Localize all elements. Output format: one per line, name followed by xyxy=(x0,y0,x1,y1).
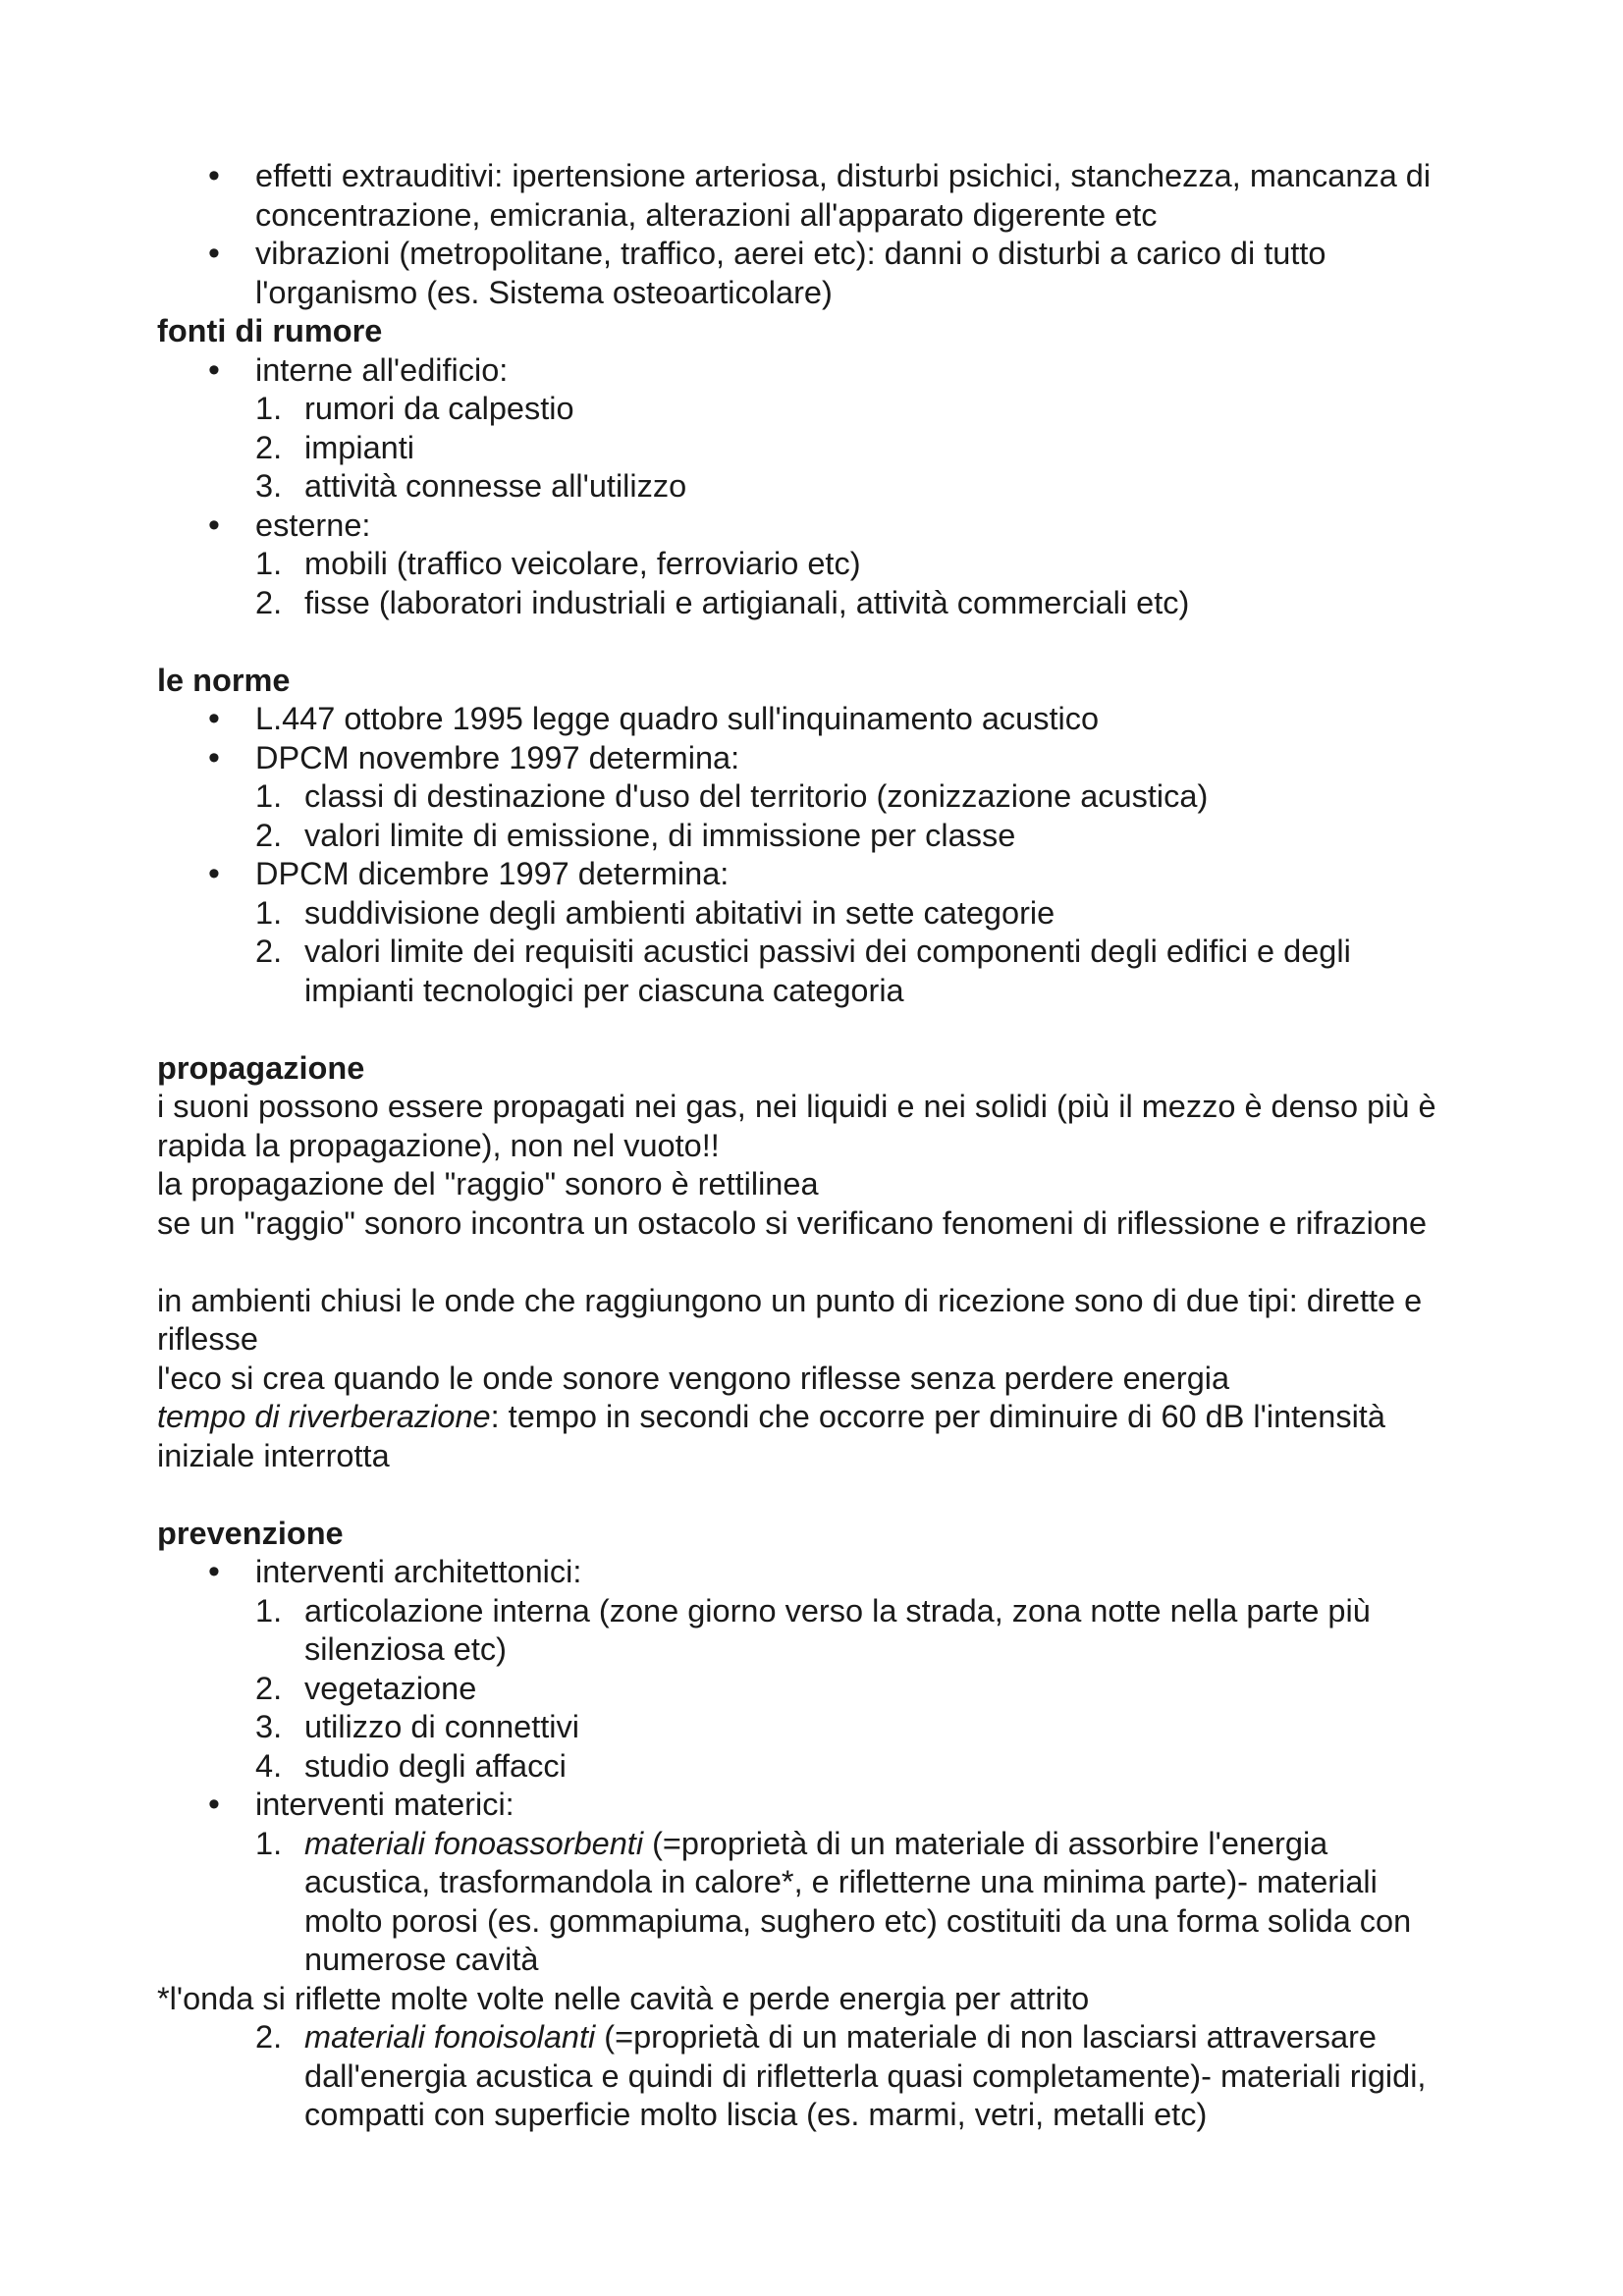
list-number: 1. xyxy=(255,778,283,814)
bullet-icon xyxy=(208,700,220,739)
text-line: valori limite dei requisiti acustici passivi dei componenti degli edifici e degli xyxy=(304,934,1351,969)
text-line: valori limite di emissione, di immissione per classe xyxy=(304,817,1016,853)
text-line: DPCM novembre 1997 determina: xyxy=(255,739,740,775)
text-line: acustica, trasformandola in calore*, e rifletterne una minima parte)- materiali xyxy=(304,1864,1378,1899)
list-number: 3. xyxy=(255,1709,283,1744)
bullet-icon xyxy=(208,855,220,894)
bullet-icon xyxy=(208,351,220,391)
text-line: numerose cavità xyxy=(304,1942,539,1977)
numbered-item xyxy=(157,1825,1512,1980)
text-line: iniziale interrotta xyxy=(157,1437,390,1473)
definition-text: (=proprietà di un materiale di assorbire l'energia xyxy=(643,1825,1328,1861)
text-line: fisse (laboratori industriali e artigianali, attività commerciali etc) xyxy=(304,584,1190,620)
numbered-item xyxy=(157,1747,1512,1787)
numbered-item xyxy=(157,777,1512,817)
bullet-item xyxy=(157,351,1512,391)
text-line xyxy=(304,2018,1512,2057)
numbered-item xyxy=(157,817,1512,856)
text-line: interventi materici: xyxy=(255,1787,514,1822)
text-line: interne all'edificio: xyxy=(255,351,509,388)
list-number: 1. xyxy=(255,391,283,426)
numbered-item xyxy=(157,1592,1512,1670)
list-number: 2. xyxy=(255,429,283,465)
bullet-item xyxy=(157,507,1512,546)
numbered-item xyxy=(157,390,1512,429)
list-number: 2. xyxy=(255,817,283,853)
text-line: compatti con superficie molto liscia (es. marmi, vetri, metalli etc) xyxy=(304,2097,1208,2132)
section-heading: le norme xyxy=(157,662,291,698)
list-number: 4. xyxy=(255,1747,283,1784)
bullet-item xyxy=(157,1553,1512,1592)
numbered-item xyxy=(157,584,1512,623)
numbered-item xyxy=(157,1670,1512,1709)
text-line: silenziosa etc) xyxy=(304,1631,507,1667)
text-line: vibrazioni (metropolitane, traffico, aerei etc): danni o disturbi a carico di tutto xyxy=(255,236,1326,271)
text-line: in ambienti chiusi le onde che raggiungono un punto di ricezione sono di due tipi: dirette e xyxy=(157,1282,1423,1318)
definition-text: (=proprietà di un materiale di non lasciarsi attraversare xyxy=(595,2019,1377,2055)
text-line: suddivisione degli ambienti abitativi in sette categorie xyxy=(304,894,1055,931)
numbered-item xyxy=(157,545,1512,584)
bullet-icon xyxy=(208,1553,220,1592)
text-line: rumori da calpestio xyxy=(304,391,574,426)
text-line: L.447 ottobre 1995 legge quadro sull'inquinamento acustico xyxy=(255,701,1100,736)
text-line: DPCM dicembre 1997 determina: xyxy=(255,856,730,891)
numbered-item xyxy=(157,1708,1512,1747)
text-line: se un "raggio" sonoro incontra un ostacolo si verificano fenomeni di riflessione e rifrazione xyxy=(157,1204,1428,1241)
text-line xyxy=(157,1398,1512,1437)
list-number: 1. xyxy=(255,894,283,931)
text-line: rapida la propagazione), non nel vuoto!! xyxy=(157,1127,720,1163)
footnote-text: *l'onda si riflette molte volte nelle cavità e perde energia per attrito xyxy=(157,1980,1090,2016)
text-line: vegetazione xyxy=(304,1670,477,1706)
text-line: riflesse xyxy=(157,1321,258,1357)
bullet-icon xyxy=(208,157,220,196)
bullet-item xyxy=(157,157,1512,235)
bullet-item xyxy=(157,855,1512,894)
list-number: 2. xyxy=(255,1670,283,1706)
document-page xyxy=(157,157,1512,2135)
text-line: dall'energia acustica e quindi di rifletterla quasi completamente)- materiali rigidi, xyxy=(304,2057,1427,2094)
numbered-item xyxy=(157,2018,1512,2135)
text-line: attività connesse all'utilizzo xyxy=(304,468,687,504)
section-heading: fonti di rumore xyxy=(157,313,383,348)
text-line: l'eco si crea quando le onde sonore vengono riflesse senza perdere energia xyxy=(157,1360,1230,1396)
term-italic: materiali fonoassorbenti xyxy=(304,1825,644,1861)
bullet-item xyxy=(157,700,1512,739)
term-italic: tempo di riverberazione xyxy=(157,1399,491,1434)
text-line: la propagazione del "raggio" sonoro è rettilinea xyxy=(157,1166,819,1201)
text-line: concentrazione, emicrania, alterazioni all'apparato digerente etc xyxy=(255,196,1158,233)
bullet-icon xyxy=(208,1786,220,1825)
text-line: l'organismo (es. Sistema osteoarticolare) xyxy=(255,274,833,310)
bullet-icon xyxy=(208,507,220,546)
list-number: 2. xyxy=(255,934,283,969)
section-heading: prevenzione xyxy=(157,1515,344,1551)
bullet-item xyxy=(157,235,1512,312)
list-number: 3. xyxy=(255,468,283,504)
text-line: utilizzo di connettivi xyxy=(304,1709,579,1744)
numbered-item xyxy=(157,933,1512,1010)
text-line: impianti xyxy=(304,429,414,465)
list-number: 1. xyxy=(255,1592,283,1629)
blank-line xyxy=(157,1010,1512,1049)
bullet-item xyxy=(157,739,1512,778)
list-number: 2. xyxy=(255,584,283,620)
list-number: 1. xyxy=(255,546,283,581)
text-line xyxy=(304,1825,1512,1864)
text-line: esterne: xyxy=(255,507,371,543)
text-line: interventi architettonici: xyxy=(255,1554,582,1589)
blank-line xyxy=(157,1475,1512,1515)
bullet-icon xyxy=(208,235,220,274)
text-line: articolazione interna (zone giorno verso la strada, zona notte nella parte più xyxy=(304,1592,1371,1629)
text-line: molto porosi (es. gommapiuma, sughero etc) costituiti da una forma solida con xyxy=(304,1902,1412,1939)
term-italic: materiali fonoisolanti xyxy=(304,2019,596,2055)
definition-text: : tempo in secondi che occorre per diminuire di 60 dB l'intensità xyxy=(490,1399,1385,1434)
text-line: studio degli affacci xyxy=(304,1747,567,1784)
blank-line xyxy=(157,622,1512,662)
numbered-item xyxy=(157,429,1512,468)
bullet-icon xyxy=(208,739,220,778)
numbered-item xyxy=(157,894,1512,934)
text-line: i suoni possono essere propagati nei gas, nei liquidi e nei solidi (più il mezzo è denso più è xyxy=(157,1089,1436,1124)
text-line: impianti tecnologici per ciascuna categoria xyxy=(304,972,904,1008)
blank-line xyxy=(157,1243,1512,1282)
text-line: mobili (traffico veicolare, ferroviario etc) xyxy=(304,546,861,581)
numbered-item xyxy=(157,467,1512,507)
list-number: 2. xyxy=(255,2019,283,2055)
text-line: classi di destinazione d'uso del territorio (zonizzazione acustica) xyxy=(304,778,1209,814)
bullet-item xyxy=(157,1786,1512,1825)
section-heading: propagazione xyxy=(157,1049,365,1086)
list-number: 1. xyxy=(255,1825,283,1861)
text-line: effetti extrauditivi: ipertensione arteriosa, disturbi psichici, stanchezza, mancanza di xyxy=(255,158,1432,193)
